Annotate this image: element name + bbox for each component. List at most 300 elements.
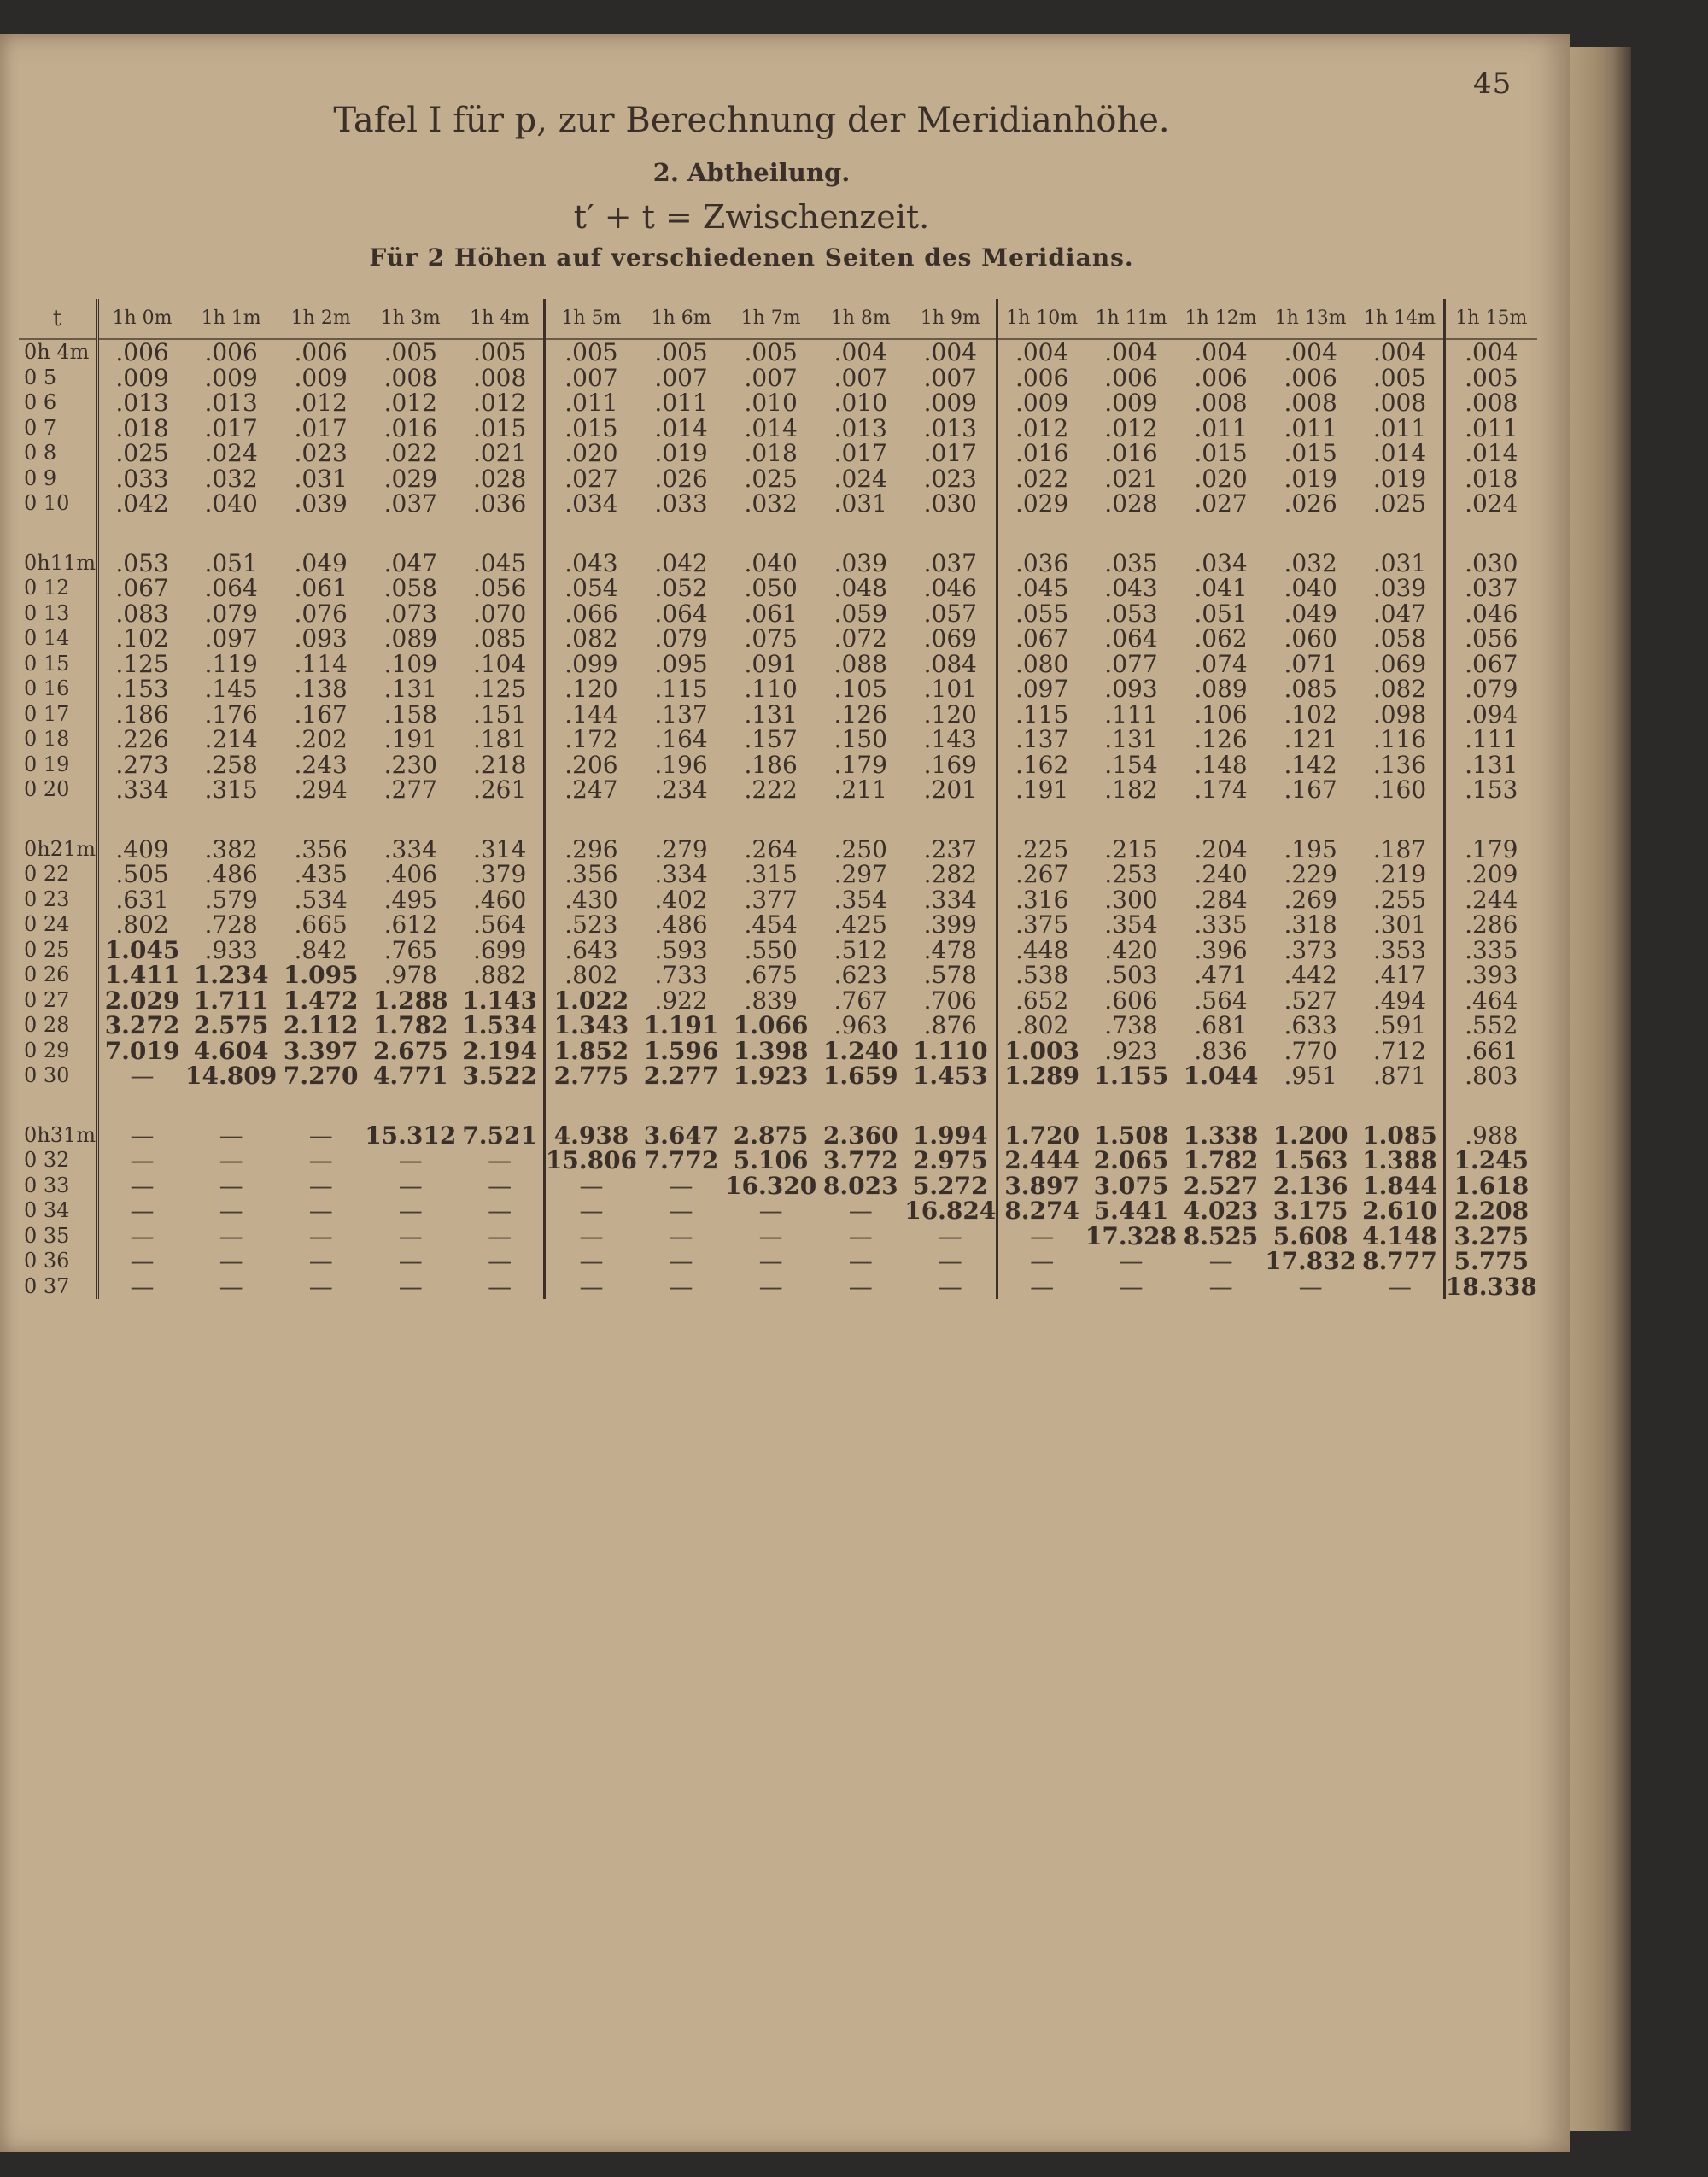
table-cell: .074 [1194,649,1248,678]
row-label: 0h11m [24,550,97,575]
table-cell: .007 [544,366,637,391]
table-cell: .277 [383,775,437,804]
group-spacer [19,803,1537,837]
header-col: 1h 12m [1177,299,1265,339]
table-cell: .116 [1372,725,1427,753]
table-cell: .060 [1284,624,1337,653]
table-cell: 1.155 [1093,1062,1169,1090]
table-cell: .054 [544,576,637,601]
spacer-cell [456,517,544,551]
spacer-cell [1444,517,1537,551]
table-cell: .195 [1284,834,1337,863]
table-cell: .056 [1444,626,1537,652]
row-label: 0 15 [24,651,70,676]
table-cell: .534 [294,885,348,914]
spacer-cell [1265,1089,1356,1123]
group-spacer [19,1089,1537,1123]
table-cell: .219 [1372,860,1427,888]
table-cell: .055 [997,601,1085,627]
table-cell: .417 [1372,961,1427,989]
table-cell: 2.444 [997,1148,1085,1173]
table-cell: .202 [294,725,348,753]
spacer-cell [277,517,365,551]
table-cell: .125 [472,675,527,703]
table-row [19,1274,1537,1300]
table-cell: .738 [1104,1011,1158,1039]
table-cell: .039 [1372,574,1427,602]
table-cell: .267 [997,862,1085,887]
table-cell: — [997,1249,1085,1274]
table-cell: .106 [1194,699,1248,729]
table-cell: .050 [744,574,798,602]
table-cell: .017 [923,439,977,467]
table-cell: .039 [294,489,348,518]
table-cell: 1.338 [1183,1121,1259,1150]
table-cell: .187 [1372,834,1427,863]
table-cell: .030 [923,489,977,518]
table-cell: .373 [1284,935,1337,964]
header-col: 1h 10m [997,299,1085,339]
table-cell: .226 [97,727,185,752]
table-cell: .681 [1194,1011,1248,1039]
table-cell: .006 [1284,363,1337,392]
table-cell: .039 [834,548,887,577]
table-cell: 8.274 [997,1198,1085,1224]
table-cell: — [398,1272,423,1301]
table-cell: .023 [294,439,348,467]
header-t: t [19,299,97,339]
table-cell: .037 [1444,576,1537,601]
row-label: 0 30 [24,1063,70,1087]
row-label: 0 12 [24,576,70,600]
table-cell: .067 [997,626,1085,652]
table-cell: .057 [923,599,977,628]
table-cell: .871 [1372,1062,1427,1090]
table-cell: .020 [1194,464,1248,493]
table-cell: — [219,1272,243,1301]
table-cell: .019 [1284,464,1337,493]
table-cell: .137 [654,699,708,729]
table-cell: .015 [1194,439,1248,467]
table-cell: 1.534 [462,1011,537,1039]
table-cell: .104 [472,649,527,678]
table-cell: .067 [97,576,185,601]
table-cell: .215 [1104,834,1158,863]
spacer-cell [725,517,816,551]
table-cell: — [669,1221,693,1250]
table-cell: .131 [1444,752,1537,778]
spacer-cell [97,803,185,837]
table-cell: — [1208,1272,1233,1301]
spacer-cell [725,803,816,837]
table-cell: .052 [654,574,708,602]
row-label: 0 23 [24,887,70,911]
table-cell: .004 [1444,339,1537,366]
table-cell: .048 [834,574,887,602]
table-cell: .051 [1194,599,1248,628]
table-row [19,416,1537,442]
table-row [19,1224,1537,1249]
table-cell: .005 [472,338,527,366]
table-cell: .034 [544,491,637,517]
table-cell: 1.923 [733,1062,809,1090]
table-cell: .005 [1444,366,1537,391]
table-row [19,601,1537,627]
table-cell: .008 [383,363,437,392]
table-cell: 7.521 [462,1121,537,1150]
table-cell: .043 [1104,574,1158,602]
table-cell: .179 [1444,837,1537,863]
table-cell: .396 [1194,935,1248,964]
table-cell: .082 [544,626,637,652]
table-cell: — [544,1224,637,1249]
spacer-cell [19,517,97,551]
table-cell: 8.525 [1183,1221,1259,1250]
table-cell: .058 [383,574,437,602]
row-label: 0 37 [24,1273,70,1298]
table-cell: 2.975 [912,1146,988,1174]
table-cell: .009 [204,363,258,392]
table-cell: — [848,1221,873,1250]
table-cell: 1.508 [1093,1121,1169,1150]
table-cell: .179 [834,750,887,779]
spacer-cell [904,1089,997,1123]
table-cell: .015 [472,413,527,442]
table-cell: 1.618 [1444,1173,1537,1199]
table-cell: .409 [97,837,185,863]
table-cell: .006 [97,339,185,366]
table-cell: .004 [1194,338,1248,366]
table-cell: .145 [204,675,258,703]
table-cell: 1.453 [912,1062,988,1090]
table-cell: .486 [654,910,708,939]
table-cell: .264 [744,834,798,863]
table-cell: 2.208 [1444,1198,1537,1224]
table-cell: .237 [923,834,977,863]
table-cell: .765 [383,935,437,964]
table-cell: .261 [472,775,527,804]
table-cell: .029 [997,491,1085,517]
table-cell: .196 [654,750,708,779]
table-cell: .011 [544,390,637,416]
header-col: 1h 9m [904,299,997,339]
table-cell: .024 [1444,491,1537,517]
spacer-cell [185,803,277,837]
table-cell: .004 [1104,338,1158,366]
table-cell: .008 [1194,389,1248,417]
table-cell: .247 [544,777,637,803]
table-cell: .234 [654,775,708,804]
table-cell: .006 [294,338,348,366]
table-row [19,1063,1537,1089]
table-cell: 1.398 [733,1036,809,1065]
table-cell: 7.270 [283,1062,359,1090]
table-cell: .334 [97,777,185,803]
table-cell: .167 [294,699,348,729]
table-cell: — [308,1272,333,1301]
table-cell: .151 [472,699,527,729]
table-cell: .353 [1372,935,1427,964]
table-cell: .633 [1284,1011,1337,1039]
table-cell: .018 [744,439,798,467]
table-cell: .430 [544,887,637,913]
table-cell: .699 [472,935,527,964]
table-cell: — [219,1146,243,1174]
spacer-cell [456,803,544,837]
header-row [19,299,1537,339]
table-cell: — [488,1197,512,1225]
table-cell: .083 [97,601,185,627]
table-cell: .294 [294,775,348,804]
table-cell: .062 [1194,624,1248,653]
table-cell: 1.388 [1362,1146,1437,1174]
table-cell: .111 [1104,699,1158,729]
table-cell: .142 [1284,750,1337,779]
table-cell: .011 [1194,413,1248,442]
table-row [19,576,1537,601]
table-cell: 5.775 [1444,1249,1537,1274]
table-cell: .014 [1372,439,1427,467]
table-cell: 1.066 [733,1011,809,1039]
table-row [19,1148,1537,1173]
table-cell: 2.277 [643,1062,719,1090]
table-cell: .036 [472,489,527,518]
table-cell: — [758,1221,783,1250]
table-cell: 2.527 [1183,1171,1259,1200]
table-cell: — [669,1247,693,1275]
table-cell: .933 [204,935,258,964]
row-label: 0 5 [24,365,57,389]
table-cell: .770 [1284,1036,1337,1065]
table-cell: .286 [1444,912,1537,938]
table-cell: .631 [97,887,185,913]
spacer-cell [19,803,97,837]
table-cell: .017 [294,413,348,442]
table-cell: .354 [1104,910,1158,939]
row-label: 0 19 [24,752,70,776]
table-cell: 1.288 [372,986,448,1015]
table-cell: .478 [923,935,977,964]
table-cell: .204 [1194,834,1248,863]
table-cell: — [97,1198,185,1224]
spacer-cell [1177,517,1265,551]
table-cell: .031 [834,489,887,518]
table-cell: .126 [1194,725,1248,753]
spacer-cell [544,803,637,837]
table-cell: 15.806 [545,1146,638,1174]
table-cell: .019 [1372,464,1427,493]
header-col: 1h 0m [97,299,185,339]
table-cell: — [848,1272,873,1301]
table-cell: 1.472 [283,986,359,1015]
table-cell: — [544,1274,637,1300]
table-cell: .030 [1444,551,1537,576]
table-cell: .442 [1284,961,1337,989]
table-cell: .314 [472,834,527,863]
table-cell: .045 [997,576,1085,601]
table-cell: 1.411 [97,963,185,988]
table-row [19,862,1537,887]
row-label: 0 6 [24,390,57,414]
table-cell: .162 [997,752,1085,778]
table-cell: — [219,1121,243,1150]
table-cell: 2.360 [822,1121,898,1150]
table-cell: .070 [472,599,527,628]
table-cell: 2.065 [1093,1146,1169,1174]
table-cell: 1.095 [283,961,359,989]
table-cell: — [398,1146,423,1174]
table-cell: .022 [997,466,1085,492]
table-cell: .088 [834,649,887,678]
table-cell: .153 [1444,777,1537,803]
table-cell: .963 [834,1011,887,1039]
table-cell: .209 [1444,862,1537,887]
table-cell: 4.023 [1183,1197,1259,1225]
table-cell: 1.994 [912,1121,988,1150]
table-cell: — [308,1221,333,1250]
table-cell: .538 [997,963,1085,988]
table-cell: — [308,1247,333,1275]
table-cell: .013 [834,413,887,442]
table-cell: .218 [472,750,527,779]
table-cell: — [398,1221,423,1250]
table-cell: .448 [997,938,1085,963]
table-cell: .079 [1444,676,1537,702]
table-cell: — [308,1146,333,1174]
table-cell: — [1208,1247,1233,1275]
header-col: 1h 1m [185,299,277,339]
table-cell: 1.782 [372,1011,448,1039]
table-cell: — [938,1221,962,1250]
table-cell: .012 [294,389,348,417]
table-cell: .036 [997,551,1085,576]
table-cell: .182 [1104,775,1158,804]
table-row [19,1198,1537,1224]
table-cell: .032 [204,464,258,493]
group-spacer [19,517,1537,551]
table-cell: 3.772 [822,1146,898,1174]
header-col: 1h 14m [1356,299,1444,339]
table-cell: 7.772 [643,1146,719,1174]
table-row [19,1173,1537,1199]
table-row [19,652,1537,677]
header-col: 1h 15m [1444,299,1537,339]
table-cell: .037 [923,548,977,577]
table-cell: .097 [997,676,1085,702]
table-cell: .167 [1284,775,1337,804]
table-cell: 17.328 [1085,1221,1178,1250]
table-cell: .009 [97,366,185,391]
table-cell: .922 [654,986,708,1015]
table-cell: .012 [383,389,437,417]
table-cell: .046 [923,574,977,602]
table-cell: — [758,1197,783,1225]
table-cell: .073 [383,599,437,628]
table-cell: .114 [294,649,348,678]
table-cell: .564 [1194,986,1248,1015]
table-cell: .258 [204,750,258,779]
table-cell: 1.720 [997,1123,1085,1149]
table-cell: .079 [654,624,708,653]
table-cell: — [669,1197,693,1225]
table-cell: .089 [383,624,437,653]
spacer-cell [97,517,185,551]
table-cell: .007 [744,363,798,392]
table-cell: — [669,1171,693,1200]
table-cell: .110 [744,675,798,703]
spacer-cell [637,803,725,837]
table-cell: .007 [923,363,977,392]
table-row [19,702,1537,728]
table-cell: — [997,1274,1085,1300]
table-cell: — [544,1249,637,1274]
table-cell: .008 [1372,389,1427,417]
header-col: 1h 8m [816,299,904,339]
table-cell: .300 [1104,885,1158,914]
table-cell: .297 [834,860,887,888]
table-cell: .153 [97,676,185,702]
table-row [19,1249,1537,1274]
row-label: 0 34 [24,1198,70,1222]
table-cell: .018 [1444,466,1537,492]
table-cell: .505 [97,862,185,887]
row-label: 0 16 [24,676,70,700]
spacer-cell [904,803,997,837]
table-cell: .512 [834,935,887,964]
table-cell: .084 [923,649,977,678]
table-cell: .335 [1194,910,1248,939]
row-label: 0 8 [24,441,57,465]
table-cell: — [848,1197,873,1225]
table-cell: .040 [744,548,798,577]
table-cell: .047 [1372,599,1427,628]
table-cell: .033 [654,489,708,518]
table-cell: — [938,1247,962,1275]
table-cell: — [488,1146,512,1174]
table-cell: .315 [204,775,258,804]
table-cell: — [758,1272,783,1301]
table-row [19,988,1537,1014]
table-cell: .014 [1444,441,1537,466]
table-row [19,777,1537,803]
table-row [19,1013,1537,1039]
table-cell: .008 [472,363,527,392]
table-cell: 1.782 [1183,1146,1259,1174]
spacer-cell [456,1089,544,1123]
table-cell: .176 [204,699,258,729]
table-cell: .007 [654,363,708,392]
table-row [19,390,1537,416]
table-cell: .131 [1104,725,1158,753]
table-cell: .004 [923,338,977,366]
table-cell: .240 [1194,860,1248,888]
table-cell: .102 [97,626,185,652]
table-cell: .053 [97,551,185,576]
table-cell: .454 [744,910,798,939]
table-cell: .839 [744,986,798,1015]
table-cell: .802 [997,1013,1085,1039]
table-cell: .031 [294,464,348,493]
table-cell: .399 [923,910,977,939]
row-label: 0 32 [24,1148,70,1172]
table-cell: 1.844 [1362,1171,1437,1200]
table-cell: 1.110 [912,1036,988,1065]
table-cell: 2.775 [544,1063,637,1089]
table-cell: .255 [1372,885,1427,914]
row-label: 0h31m [24,1122,97,1147]
table-cell: .005 [383,338,437,366]
table-cell: 1.596 [643,1036,719,1065]
